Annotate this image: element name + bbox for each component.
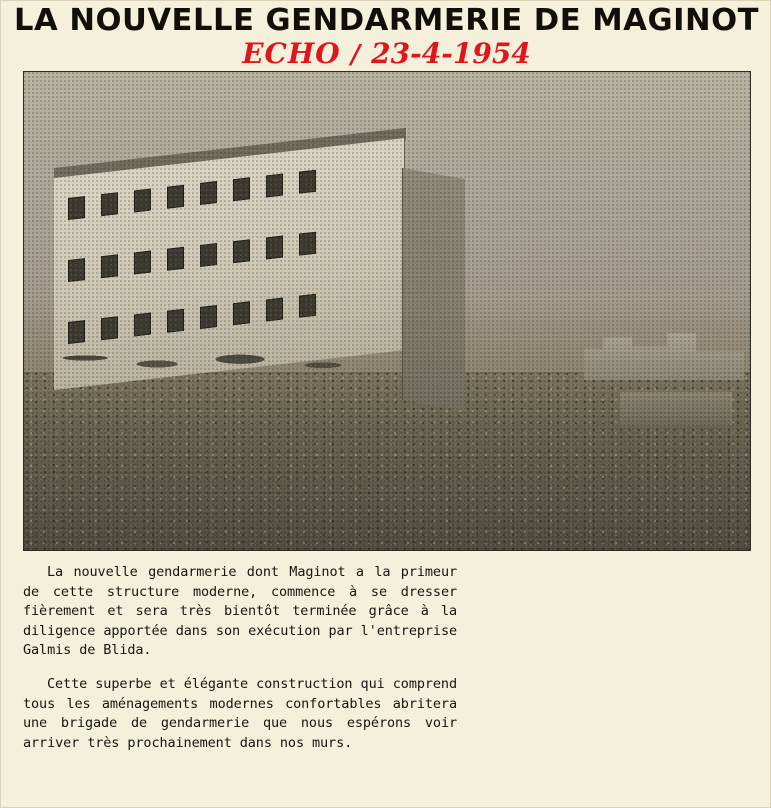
window bbox=[266, 298, 283, 322]
window bbox=[200, 181, 217, 205]
stamp-source: ECHO bbox=[242, 37, 341, 70]
window bbox=[233, 177, 250, 201]
window bbox=[68, 258, 85, 282]
stamp-separator: / bbox=[350, 40, 362, 70]
window bbox=[266, 174, 283, 198]
window bbox=[299, 232, 316, 256]
window bbox=[167, 185, 184, 209]
window bbox=[266, 236, 283, 260]
distant-shed bbox=[620, 392, 732, 426]
window bbox=[101, 192, 118, 216]
window bbox=[134, 189, 151, 213]
window bbox=[299, 170, 316, 194]
window bbox=[167, 247, 184, 271]
page-title: LA NOUVELLE GENDARMERIE DE MAGINOT bbox=[13, 3, 760, 38]
caption-paragraph: La nouvelle gendarmerie dont Maginot a la primeur de cette structure moderne, commence à se dresser fièrement et sera très bientôt terminée grâce à la diligence apportée dans son exécution par l'entreprise Galmis de Blida. bbox=[23, 564, 457, 659]
window bbox=[134, 251, 151, 275]
distant-buildings bbox=[584, 328, 744, 380]
photo-image bbox=[24, 72, 750, 550]
window bbox=[68, 196, 85, 220]
article-caption bbox=[23, 563, 457, 753]
window bbox=[233, 239, 250, 263]
article-photo bbox=[23, 71, 751, 551]
building-side-wall bbox=[402, 168, 465, 411]
window bbox=[200, 243, 217, 267]
foreground-vegetation bbox=[42, 322, 402, 382]
stamp-date: 23-4-1954 bbox=[371, 37, 531, 70]
stamp-line bbox=[1, 37, 771, 70]
window bbox=[299, 294, 316, 318]
caption-paragraph: Cette superbe et élégante construction qui comprend tous les aménagements modernes confortables abritera une brigade de gendarmerie que nous espérons voir arriver très prochainement dans nos murs. bbox=[23, 675, 457, 751]
window bbox=[101, 254, 118, 278]
